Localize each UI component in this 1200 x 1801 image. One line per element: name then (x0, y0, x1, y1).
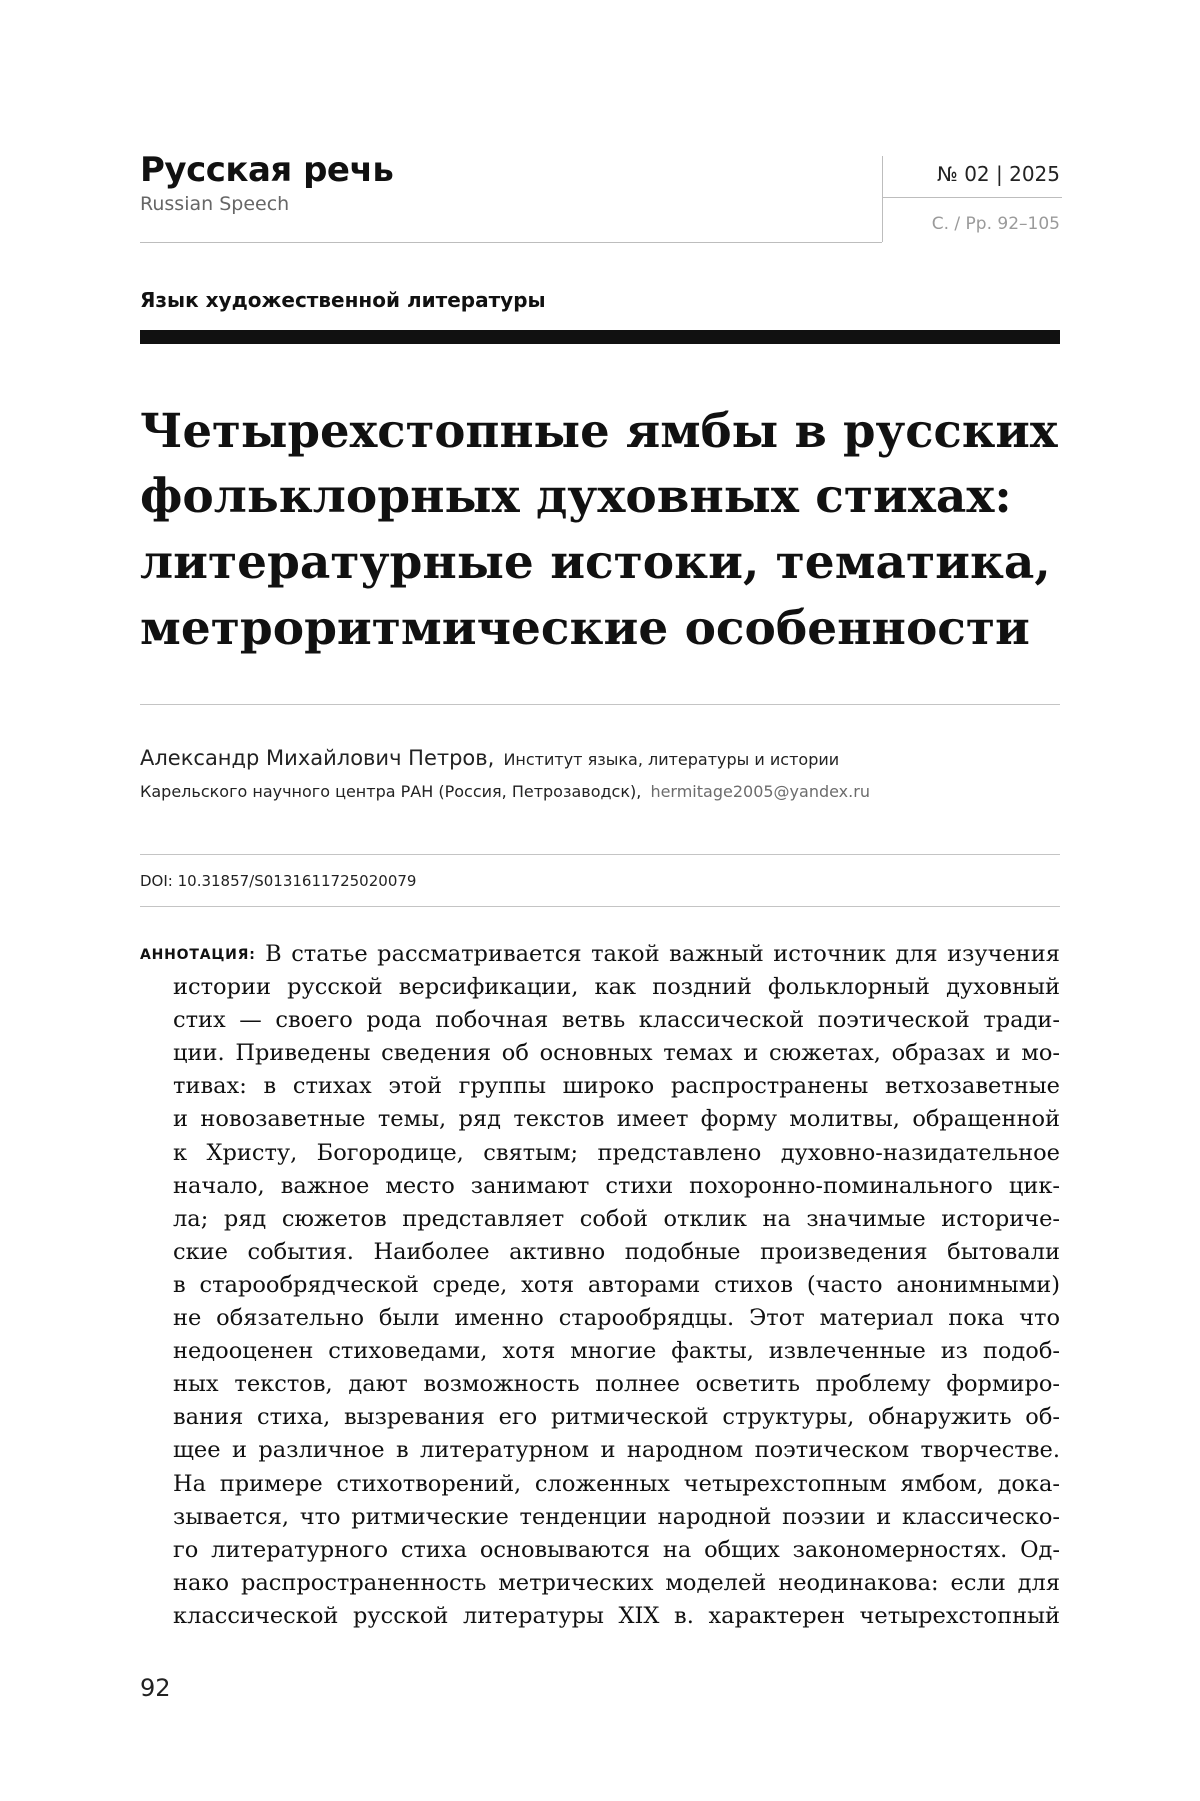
doi: DOI: 10.31857/S0131611725020079 (140, 872, 417, 890)
issue-number: № 02 | 2025 (937, 162, 1060, 186)
journal-masthead (140, 150, 393, 216)
abstract-line-text: В статье рассматривается такой важный источник для изучения (265, 941, 1060, 967)
page-number: 92 (140, 1674, 171, 1702)
abstract-line: классической русской литературы XIX в. характерен четырехстопный (173, 1602, 1061, 1629)
abstract-line: не обязательно были именно старообрядцы. Этот материал пока что (173, 1305, 1061, 1332)
author-affiliation: Институт языка, литературы и истории (503, 750, 840, 769)
author-email-link[interactable]: hermitage2005@yandex.ru (650, 782, 870, 801)
author-affiliation-line (140, 782, 870, 801)
issue-vertical-divider (882, 156, 883, 242)
abstract-line: щее и различное в литературном и народном поэтическом творчестве. (173, 1437, 1060, 1464)
section-bar (140, 330, 1060, 344)
abstract-line: ла; ряд сюжетов представляет собой отклик на значимые историче- (173, 1205, 1061, 1232)
title-rule (140, 704, 1060, 705)
abstract-line: тивах: в стихах этой группы широко распространены ветхозаветные (173, 1073, 1060, 1100)
abstract-line: ции. Приведены сведения об основных темах и сюжетах, образах и мо- (173, 1040, 1060, 1067)
abstract-line (140, 938, 1060, 971)
doi-rule (140, 906, 1060, 907)
abstract-line: вания стиха, вызревания его ритмической структуры, обнаружить об- (173, 1404, 1060, 1431)
abstract-line: нако распространенность метрических моделей неодинакова: если для (173, 1569, 1061, 1596)
issue-pages: С. / Pp. 92–105 (931, 214, 1060, 234)
abstract-line: ных текстов, дают возможность полнее осветить проблему формиро- (173, 1371, 1061, 1398)
abstract-label: АННОТАЦИЯ: (140, 947, 256, 963)
abstract-line: истории русской версификации, как поздний фольклорный духовный (173, 974, 1060, 1001)
journal-title: Русская речь (140, 150, 394, 190)
abstract-line: ские события. Наиболее активно подобные произведения бытовали (173, 1238, 1060, 1265)
abstract-line: стих — своего рода побочная ветвь классической поэтической тради- (173, 1007, 1061, 1034)
journal-subtitle: Russian Speech (140, 193, 290, 215)
article-title-line: литературные истоки, тематика, (140, 535, 1051, 590)
author-name: Александр Михайлович Петров (140, 746, 488, 770)
article-title (140, 398, 1060, 662)
abstract-line: зывается, что ритмические тенденции народной поэзии и классическо- (173, 1503, 1060, 1530)
article-title-line: метроритмические особенности (140, 601, 1030, 656)
abstract-line: недооценен стиховедами, хотя многие факты, извлеченные из подоб- (173, 1338, 1060, 1365)
issue-horizontal-divider (882, 197, 1062, 198)
abstract-line: На примере стихотворений, сложенных четырехстопным ямбом, дока- (173, 1470, 1061, 1497)
author-line (140, 746, 839, 770)
abstract (140, 938, 1060, 1633)
section-heading: Язык художественной литературы (140, 288, 546, 312)
header-rule (140, 242, 882, 243)
article-title-line: фольклорных духовных стихах: (140, 469, 1012, 524)
author-rule (140, 854, 1060, 855)
abstract-line: к Христу, Богородице, святым; представлено духовно-назидательное (173, 1139, 1060, 1166)
abstract-line: и новозаветные темы, ряд текстов имеет форму молитвы, обращенной (173, 1106, 1060, 1133)
abstract-line: в старообрядческой среде, хотя авторами стихов (часто анонимными) (173, 1271, 1060, 1298)
author-affiliation-continued: Карельского научного центра РАН (Россия, Петрозаводск), (140, 782, 642, 801)
abstract-line: начало, важное место занимают стихи похоронно-поминального цик- (173, 1172, 1060, 1199)
abstract-line: го литературного стиха основываются на общих закономерностях. Од- (173, 1536, 1061, 1563)
author-separator: , (487, 746, 495, 770)
article-title-line: Четырехстопные ямбы в русских (140, 403, 1058, 458)
